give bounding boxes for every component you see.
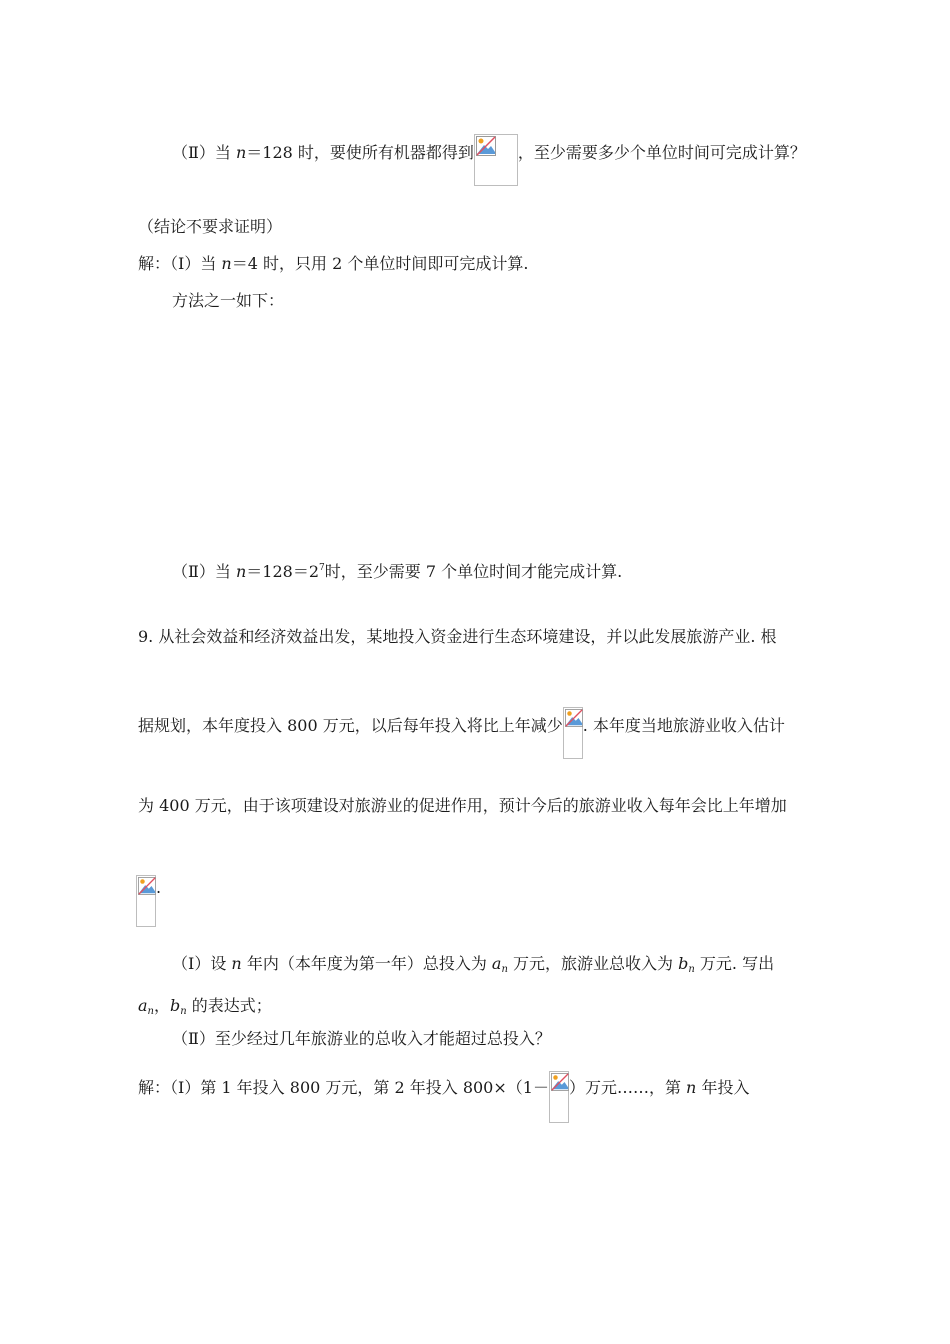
problem-9-line-3: 为 400 万元，由于该项建设对旅游业的促进作用，预计今后的旅游业收入每年会比上年增加 [138, 796, 787, 815]
solution-1-line: 解：（Ⅰ）当 n＝4 时，只用 2 个单位时间即可完成计算. [138, 254, 529, 273]
problem-9-line-2: 据规划，本年度投入 800 万元，以后每年投入将比上年减少 . 本年度当地旅游业收入估计 [138, 715, 785, 759]
note-line: （结论不要求证明） [138, 217, 283, 236]
question-9-2-line: （Ⅱ）至少经过几年旅游业的总收入才能超过总投入？ [172, 1029, 551, 1048]
broken-image-icon [549, 1071, 569, 1123]
method-line: 方法之一如下： [172, 291, 285, 310]
question-2-line: （Ⅱ）当 n＝128 时，要使所有机器都得到 ，至少需要多少个单位时间可完成计算？ [172, 142, 806, 186]
broken-image-icon [136, 875, 156, 927]
question-9-1-line-2: $a_n$，$b_n$ 的表达式； [138, 996, 272, 1017]
broken-image-icon [474, 134, 518, 186]
problem-9-line-4: . [136, 877, 161, 927]
solution-9-line: 解：（Ⅰ）第 1 年投入 800 万元，第 2 年投入 800×（1－ ）万元……，第 n 年投入 [138, 1077, 749, 1123]
problem-9-line-1: 9. 从社会效益和经济效益出发，某地投入资金进行生态环境建设，并以此发展旅游产业. 根 [138, 627, 777, 646]
solution-2-line: （Ⅱ）当 $n=128=2^7$时，至少需要 7 个单位时间才能完成计算. [172, 562, 623, 581]
question-9-1-line: （Ⅰ）设 n 年内（本年度为第一年）总投入为 $a_n$ 万元，旅游业总收入为 $b_n$ 万元. 写出 [172, 954, 775, 975]
broken-image-icon [563, 707, 583, 759]
